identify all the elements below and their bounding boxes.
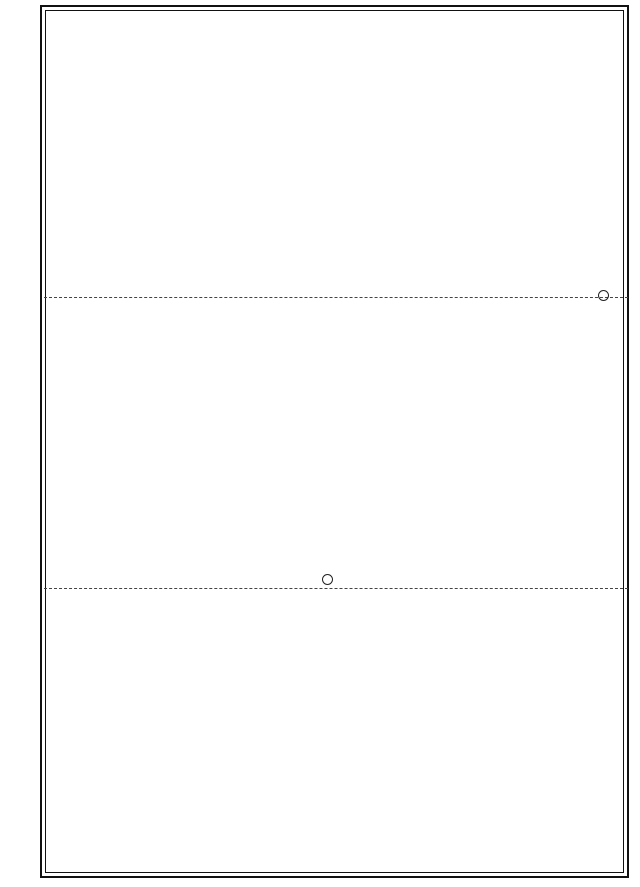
panel-middle bbox=[64, 306, 606, 580]
panel-bottom bbox=[64, 596, 606, 866]
divider-top bbox=[44, 297, 628, 298]
punch-ring-middle bbox=[322, 574, 333, 585]
divider-bottom bbox=[44, 588, 628, 589]
punch-ring-top bbox=[598, 290, 609, 301]
panel-top bbox=[64, 12, 606, 292]
